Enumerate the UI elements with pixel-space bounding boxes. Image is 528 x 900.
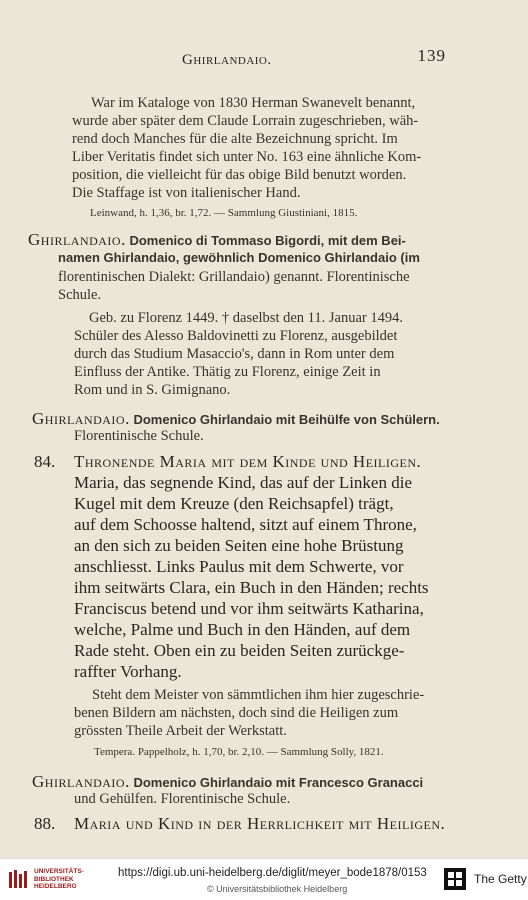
library-name [34,868,84,891]
library-line-2: BIBLIOTHEK [34,875,74,883]
item84-line-2: Kugel mit dem Kreuze (den Reichsapfel) trägt, [74,494,394,513]
para1-line-6: Die Staffage ist von italienischer Hand. [72,185,301,201]
entry3-heading [32,771,423,792]
entry1-heading [28,229,406,250]
entry1-bio-5: Rom und in S. Gimignano. [74,382,231,398]
item84-line-3: auf dem Schoosse haltend, sitzt auf einem Throne, [74,515,417,534]
header-title: Ghirlandaio. [182,52,272,68]
item84-line-9: Rade steht. Oben ein zu beiden Seiten zurückge- [74,641,405,660]
university-library-logo-icon [8,868,30,890]
entry1-artist: Ghirlandaio. [28,230,126,249]
entry1-bio-2: Schüler des Alesso Baldovinetti zu Florenz, ausgebildet [74,328,398,344]
item84-number: 84. [34,452,56,471]
entry1-bio-1: Geb. zu Florenz 1449. † daselbst den 11. Januar 1494. [89,310,403,326]
item84-line-10: raffter Vorhang. [74,662,182,681]
page-number: 139 [417,46,446,65]
item88-title: Maria und Kind in der Herrlichkeit mit Heiligen. [74,814,446,833]
entry3-head-rest: Domenico Ghirlandaio mit Francesco Granacci [129,775,424,790]
item88-number: 88. [34,814,56,833]
entry3-artist: Ghirlandaio. [32,772,130,791]
item84-line-5: anschliesst. Links Paulus mit dem Schwerte, vor [74,557,404,576]
item84-note-1: Steht dem Meister von sämmtlichen ihm hier zugeschrie- [92,687,425,703]
item84-line-4: an den sich zu beiden Seiten eine hohe Brüstung [74,536,404,555]
entry3-line-2: und Gehülfen. Florentinische Schule. [74,791,291,807]
entry2-heading [32,408,440,429]
permalink-url[interactable]: https://digi.ub.uni-heidelberg.de/diglit/meyer_bode1878/0153 [118,867,427,879]
getty-logo-icon [444,868,466,890]
viewer-footer [0,858,528,900]
item84-line-6: ihm seitwärts Clara, ein Buch in den Händen; rechts [74,578,429,597]
getty-label: The Getty [474,872,527,886]
item84-line-1: Maria, das segnende Kind, das auf der Linken die [74,473,412,492]
entry1-line-2: namen Ghirlandaio, gewöhnlich Domenico Ghirlandaio (im [58,250,420,265]
entry2-artist: Ghirlandaio. [32,409,130,428]
entry1-line-4: Schule. [58,287,102,303]
entry1-head-rest: Domenico di Tommaso Bigordi, mit dem Bei- [125,233,406,248]
item84-note-3: grössten Theile Arbeit der Werkstatt. [74,723,287,739]
para1-line-1: War im Kataloge von 1830 Herman Swanevelt benannt, [91,95,416,111]
library-line-3: HEIDELBERG [34,883,77,890]
item84-line-7: Franciscus betend und vor ihm seitwärts Katharina, [74,599,424,618]
item84-note-2: benen Bildern am nächsten, doch sind die Heiligen zum [74,705,399,721]
library-line-1: UNIVERSITÄTS- [34,868,84,875]
running-header [182,46,446,69]
para1-line-5: position, die vielleicht für das obige Bild benutzt worden. [72,167,407,183]
entry1-line-3: florentinischen Dialekt: Grillandaio) genannt. Florentinische [58,269,410,285]
entry2-head-rest: Domenico Ghirlandaio mit Beihülfe von Schülern. [129,412,440,427]
entry2-line-2: Florentinische Schule. [74,428,204,444]
para1-line-4: Liber Veritatis findet sich unter No. 163 eine ähnliche Kom- [72,149,422,165]
entry1-bio-3: durch das Studium Masaccio's, dann in Rom unter dem [74,346,395,362]
copyright-notice: © Universitätsbibliothek Heidelberg [207,884,348,894]
para1-note: Leinwand, h. 1,36, br. 1,72. — Sammlung Giustiniani, 1815. [90,207,358,219]
item84-title: Thronende Maria mit dem Kinde und Heiligen. [74,452,422,471]
para1-line-3: rend doch Manches für die alte Bezeichnung spricht. Im [72,131,398,147]
entry1-bio-4: Einfluss der Antike. Thätig zu Florenz, einige Zeit in [74,364,381,380]
item84-line-8: welche, Palme und Buch in den Händen, auf dem [74,620,411,639]
para1-line-2: wurde aber später dem Claude Lorrain zugeschrieben, wäh- [72,113,419,129]
item84-provenance: Tempera. Pappelholz, h. 1,70, br. 2,10. — Sammlung Solly, 1821. [94,746,384,758]
